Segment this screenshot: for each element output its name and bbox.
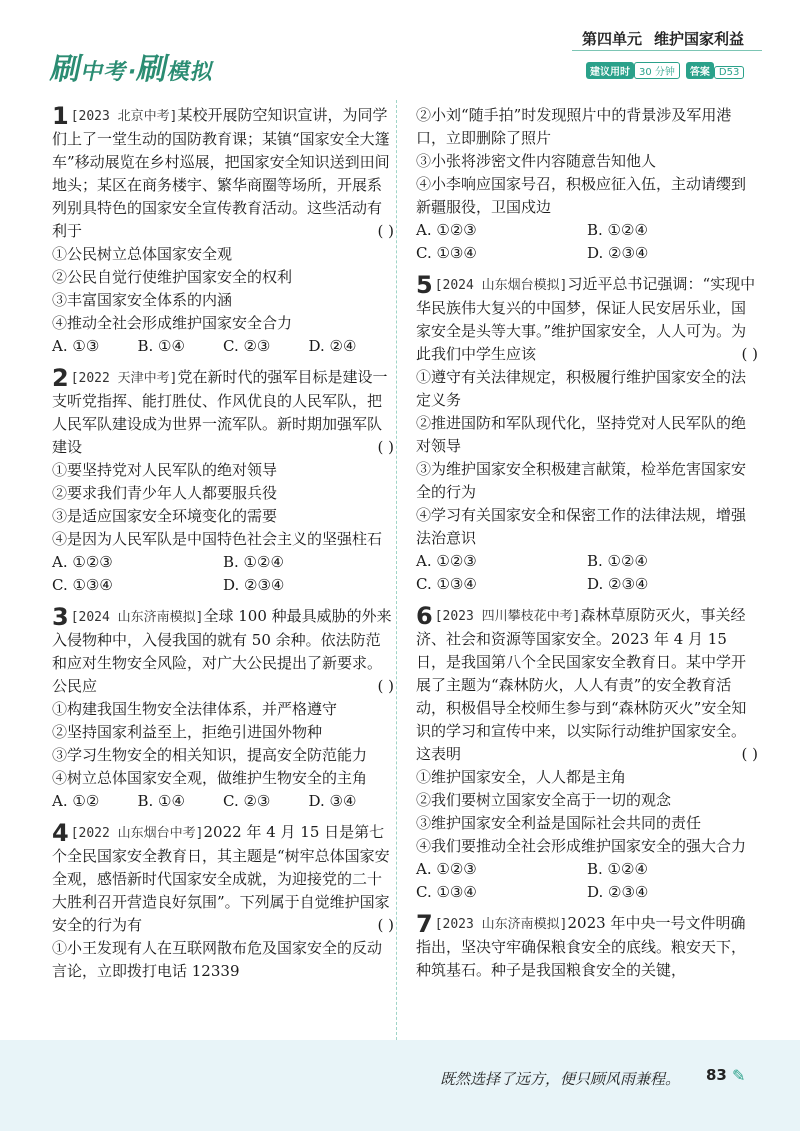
page-number: 83 — [706, 1066, 727, 1084]
brand-text-1: 中考· — [78, 60, 140, 85]
question-source: [2023 山东济南模拟] — [434, 917, 568, 932]
question-1 — [52, 104, 394, 358]
choices — [52, 335, 394, 358]
question-source: [2024 山东烟台模拟] — [434, 278, 568, 293]
item: ③维护国家安全利益是国际社会共同的责任 — [416, 814, 702, 832]
question-items — [416, 766, 758, 858]
brand-logo — [47, 44, 220, 88]
choices — [52, 551, 394, 597]
choice-a[interactable]: A. ①②③ — [416, 860, 477, 878]
time-value: 30 分钟 — [634, 62, 680, 79]
pencil-icon: ✎ — [732, 1066, 746, 1085]
choice-c[interactable]: C. ①③④ — [416, 883, 477, 901]
question-number: 5 — [416, 271, 433, 299]
question-4 — [52, 821, 394, 983]
item: ①构建我国生物安全法律体系，并严格遵守 — [52, 700, 338, 718]
choice-d[interactable]: D. ②③④ — [587, 575, 649, 593]
question-5 — [416, 273, 758, 596]
choices — [416, 219, 758, 265]
item: ③丰富国家安全体系的内涵 — [52, 291, 233, 309]
item: ②小刘“随手拍”时发现照片中的背景涉及军用港口，立即删除了照片 — [416, 106, 732, 147]
brand-text-2: 模拟 — [165, 60, 217, 85]
choice-c[interactable]: C. ②③ — [223, 792, 271, 810]
choice-a[interactable]: A. ①②③ — [52, 553, 113, 571]
item: ④树立总体国家安全观，做维护生物安全的主角 — [52, 769, 368, 787]
item: ①公民树立总体国家安全观 — [52, 245, 233, 263]
question-3 — [52, 605, 394, 813]
answer-bracket: ( ) — [377, 438, 394, 456]
choice-b[interactable]: B. ①②④ — [587, 860, 648, 878]
answer-bracket: ( ) — [741, 345, 758, 363]
item: ③为维护国家安全积极建言献策，检举危害国家安全的行为 — [416, 460, 747, 501]
answer-page: D53 — [714, 66, 744, 79]
choice-b[interactable]: B. ①④ — [137, 337, 185, 355]
choices — [416, 858, 758, 904]
question-stem: 全球 100 种最具威胁的外来入侵物种中，入侵我国的就有 50 余种。依法防范和应对生物安全风险，对广大公民提出了新要求。公民应 — [52, 607, 392, 695]
choice-d[interactable]: D. ②③④ — [587, 244, 649, 262]
answer-bracket: ( ) — [377, 222, 394, 240]
time-label: 建议用时 — [586, 62, 634, 79]
answer-label: 答案 — [686, 62, 714, 79]
question-number: 7 — [416, 910, 433, 938]
question-source: [2024 山东济南模拟] — [70, 610, 204, 625]
question-source: [2022 天津中考] — [70, 371, 178, 386]
answer-bracket: ( ) — [377, 916, 394, 934]
choice-d[interactable]: D. ②④ — [308, 337, 357, 355]
question-number: 1 — [52, 102, 69, 130]
question-stem: 习近平总书记强调：“实现中华民族伟大复兴的中国梦，保证人民安居乐业，国家安全是头等大事。”维护国家安全，人人可为。为此我们中学生应该 — [416, 275, 756, 363]
unit-heading — [582, 28, 744, 49]
choice-d[interactable]: D. ③④ — [308, 792, 357, 810]
item: ②公民自觉行使维护国家安全的权利 — [52, 268, 293, 286]
item: ④我们要推动全社会形成维护国家安全的强大合力 — [416, 837, 747, 855]
item: ③学习生物安全的相关知识，提高安全防范能力 — [52, 746, 368, 764]
brand-char-1: 刷 — [47, 52, 86, 87]
choice-c[interactable]: C. ①③④ — [416, 244, 477, 262]
choice-b[interactable]: B. ①②④ — [587, 552, 648, 570]
question-stem: 2022 年 4 月 15 日是第七个全民国家安全教育日，其主题是“树牢总体国家安全观，感悟新时代国家安全成就，为迎接党的二十大胜利召开营造良好氛围”。下列属于自觉维护国家安全的行为有 — [52, 823, 390, 934]
left-column — [52, 104, 394, 991]
unit-number: 第四单元 — [582, 30, 643, 48]
question-items — [416, 366, 758, 550]
choice-d[interactable]: D. ②③④ — [587, 883, 649, 901]
answer-bracket: ( ) — [377, 677, 394, 695]
choice-c[interactable]: C. ①③④ — [52, 576, 113, 594]
item: ③小张将涉密文件内容随意告知他人 — [416, 152, 657, 170]
question-stem: 森林草原防灭火，事关经济、社会和资源等国家安全。2023 年 4 月 15 日，是我国第八个全民国家安全教育日。某中学开展了主题为“森林防火，人人有责”的安全教育活动，积极倡导全校师生参与到“森林防灭火”安全知识的学习和宣传中来，以实际行动维护国家安全。这表明 — [416, 606, 747, 763]
question-items — [52, 459, 394, 551]
choice-d[interactable]: D. ②③④ — [223, 576, 285, 594]
question-stem: 某校开展防空知识宣讲，为同学们上了一堂生动的国防教育课；某镇“国家安全大篷车”移动展览在乡村巡展，把国家安全知识送到田间地头；某区在商务楼宇、繁华商圈等场所，开展系列别具特色的国家安全宣传教育活动。这些活动有利于 — [52, 106, 390, 240]
item: ①遵守有关法律规定，积极履行维护国家安全的法定义务 — [416, 368, 747, 409]
choice-b[interactable]: B. ①②④ — [587, 221, 648, 239]
question-source: [2022 山东烟台中考] — [70, 826, 204, 841]
choice-a[interactable]: A. ①②③ — [416, 552, 477, 570]
question-number: 6 — [416, 602, 433, 630]
choices — [416, 550, 758, 596]
column-divider — [396, 100, 397, 1050]
choice-c[interactable]: C. ①③④ — [416, 575, 477, 593]
question-number: 3 — [52, 603, 69, 631]
question-6 — [416, 604, 758, 904]
question-items — [416, 104, 758, 219]
question-items — [52, 243, 394, 335]
choices — [52, 790, 394, 813]
choice-a[interactable]: A. ①③ — [52, 337, 100, 355]
unit-title: 维护国家利益 — [654, 30, 745, 48]
question-stem: 2023 年中央一号文件明确指出，坚决守牢确保粮食安全的底线。粮安天下，种筑基石。种子是我国粮食安全的关键， — [416, 914, 747, 979]
choice-c[interactable]: C. ②③ — [223, 337, 271, 355]
item: ④是因为人民军队是中国特色社会主义的坚强柱石 — [52, 530, 383, 548]
item: ③是适应国家安全环境变化的需要 — [52, 507, 278, 525]
brand-char-2: 刷 — [133, 52, 173, 87]
time-info — [586, 62, 750, 79]
question-stem: 党在新时代的强军目标是建设一支听党指挥、能打胜仗、作风优良的人民军队，把人民军队建设成为世界一流军队。新时期加强军队建设 — [52, 368, 388, 456]
item: ④学习有关国家安全和保密工作的法律法规，增强法治意识 — [416, 506, 747, 547]
question-number: 2 — [52, 364, 69, 392]
header-divider — [572, 50, 762, 51]
question-4-continued — [416, 104, 758, 265]
item: ①要坚持党对人民军队的绝对领导 — [52, 461, 278, 479]
question-number: 4 — [52, 819, 69, 847]
item: ①维护国家安全，人人都是主角 — [416, 768, 627, 786]
choice-b[interactable]: B. ①④ — [137, 792, 185, 810]
answer-bracket: ( ) — [741, 745, 758, 763]
choice-a[interactable]: A. ①② — [52, 792, 100, 810]
question-items — [52, 698, 394, 790]
choice-a[interactable]: A. ①②③ — [416, 221, 477, 239]
item: ④推动全社会形成维护国家安全合力 — [52, 314, 293, 332]
question-source: [2023 四川攀枝花中考] — [434, 609, 581, 624]
item: ②坚持国家利益至上，拒绝引进国外物种 — [52, 723, 323, 741]
item: ②推进国防和军队现代化，坚持党对人民军队的绝对领导 — [416, 414, 747, 455]
page-header — [0, 0, 800, 100]
item: ①小王发现有人在互联网散布危及国家安全的反动言论，立即拨打电话 12339 — [52, 939, 383, 980]
right-column — [416, 104, 758, 990]
question-2 — [52, 366, 394, 597]
item: ④小李响应国家号召，积极应征入伍，主动请缨到新疆服役，卫国戍边 — [416, 175, 747, 216]
item: ②我们要树立国家安全高于一切的观念 — [416, 791, 672, 809]
footer-motto: 既然选择了远方，便只顾风雨兼程。 — [440, 1070, 681, 1088]
question-7 — [416, 912, 758, 982]
item: ②要求我们青少年人人都要服兵役 — [52, 484, 278, 502]
question-source: [2023 北京中考] — [70, 109, 178, 124]
choice-b[interactable]: B. ①②④ — [223, 553, 284, 571]
question-items — [52, 937, 394, 983]
